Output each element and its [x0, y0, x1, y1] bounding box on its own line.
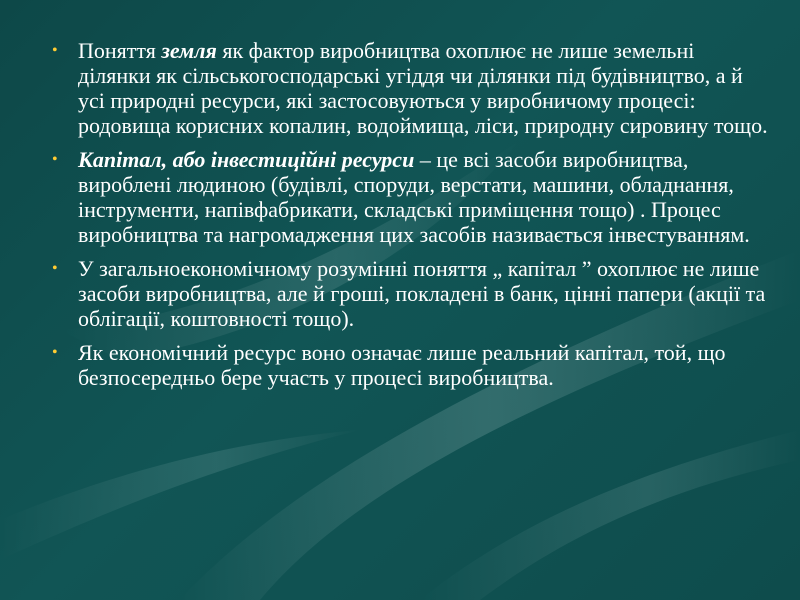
bullet-list: [52, 38, 768, 390]
bullet-item-land: [52, 38, 768, 138]
bullet-item-capital: [52, 147, 768, 247]
bullet-dot-icon: •: [52, 42, 58, 59]
bullet-text-post: як фактор виробництва охоплює не лише земельні ділянки як сільськогосподарські угіддя чи ділянки під будівництво, а й усі природні ресурси, які застосовуються у виробничому процесі: родовища корисних копалин, водоймища, ліси, природну сировину тощо.: [78, 38, 768, 138]
bullet-item-capital-general: [52, 256, 768, 331]
bullet-text: Як економічний ресурс воно означає лише реальний капітал, той, що безпосередньо бере участь у процесі виробництва.: [78, 340, 726, 390]
bullet-text-post: – це всі засоби виробництва, вироблені людиною (будівлі, споруди, верстати, машини, обладнання, інструменти, напівфабрикати, складські приміщення тощо) . Процес виробництва та нагромадження цих засобів називається інвестуванням.: [78, 147, 750, 247]
bullet-dot-icon: •: [52, 151, 58, 168]
slide-content: [52, 38, 768, 399]
bullet-dot-icon: •: [52, 344, 58, 361]
bullet-text: У загальноекономічному розумінні поняття „ капітал ” охоплює не лише засоби виробництва, але й гроші, покладені в банк, цінні папери (акції та облігації, коштовності тощо).: [78, 256, 766, 331]
bullet-text-pre: Поняття: [78, 38, 162, 63]
term-land: земля: [161, 38, 217, 63]
bullet-item-real-capital: [52, 340, 768, 390]
bullet-dot-icon: •: [52, 260, 58, 277]
term-capital: Капітал, або інвестиційні ресурси: [78, 147, 415, 172]
